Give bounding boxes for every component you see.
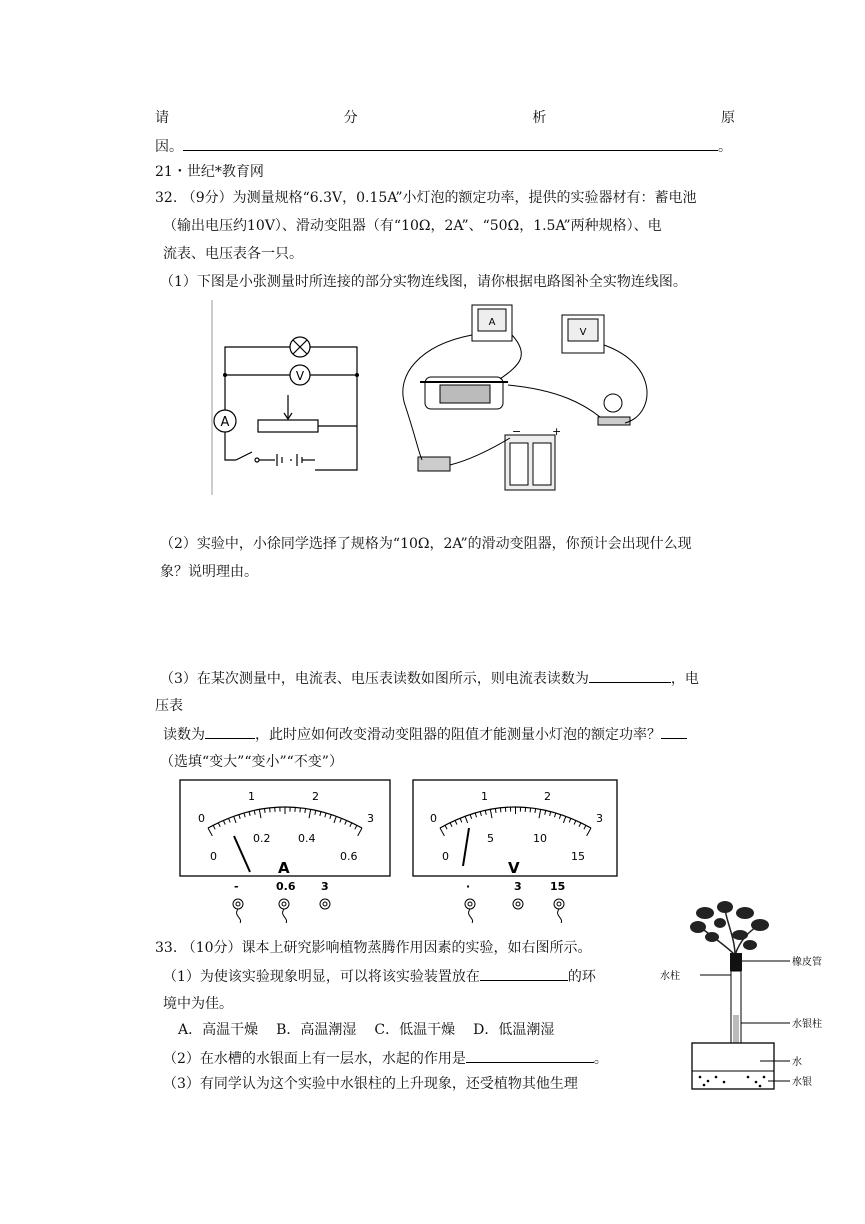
ammeter-top-0: 0	[198, 812, 205, 825]
scale-tick	[305, 808, 306, 812]
q31-answer-blank[interactable]	[183, 136, 718, 151]
q33-part1a-line	[163, 966, 613, 987]
voltmeter-device-label: V	[579, 327, 587, 338]
watermark: 21・世纪*教育网	[155, 164, 264, 180]
voltmeter-top-2: 2	[544, 790, 551, 803]
ammeter-bottom-2: 0.4	[298, 832, 316, 845]
label-rubber-tube: 橡皮管	[792, 957, 822, 968]
q33-part1b: 境中为佳。	[163, 996, 233, 1012]
q33-part1a-end: 的环	[567, 969, 596, 985]
scale-tick	[535, 808, 536, 812]
voltmeter-bottom-2: 10	[533, 832, 547, 845]
voltmeter-reading-blank[interactable]	[205, 724, 255, 739]
ammeter-top-2: 2	[312, 790, 319, 803]
q33-part3: （3）有同学认为这个实验中水银柱的上升现象，还受植物其他生理	[163, 1076, 578, 1092]
voltmeter-terminal-15: 15	[550, 880, 566, 893]
bulb-device	[604, 394, 622, 412]
schematic-voltmeter-label: V	[295, 369, 305, 383]
q32-part3b: 压表	[155, 698, 183, 714]
label-water: 水	[792, 1057, 802, 1068]
voltmeter-top-3: 3	[596, 812, 603, 825]
ammeter-terminal-minus: -	[234, 880, 239, 893]
q31-line1	[155, 108, 735, 128]
q33-part2: （2）在水槽的水银面上有一层水，水起的作用是	[163, 1051, 466, 1067]
ammeter-bottom-0: 0	[210, 850, 217, 863]
q31-line2-start: 因。	[155, 139, 183, 155]
q33-option-d[interactable]: D．低温潮湿	[473, 1022, 555, 1038]
voltmeter-bottom-1: 5	[487, 832, 494, 845]
battery-minus: −	[512, 425, 522, 438]
plant-figure	[650, 895, 855, 1110]
ammeter-reading-blank[interactable]	[589, 668, 671, 683]
q33-part2-end: 。	[593, 1051, 608, 1067]
label-mercury: 水银	[792, 1077, 812, 1088]
apparatus	[418, 305, 630, 490]
q31-char: 分	[343, 110, 358, 126]
q32-header2: （输出电压约10V）、滑动变阻器（有“10Ω，2A”、“50Ω，1.5A”两种规格）、电	[163, 218, 662, 234]
q33-part1-blank[interactable]	[480, 966, 568, 981]
voltmeter-top-0: 0	[430, 812, 437, 825]
q32-header3: 流表、电压表各一只。	[163, 246, 303, 262]
q32-part3a-line	[160, 668, 740, 689]
rubber-tube	[730, 953, 742, 971]
circuit-schematic	[225, 337, 357, 470]
voltmeter-terminal-minus: ·	[466, 880, 471, 893]
rheostat-change-blank[interactable]	[661, 724, 687, 739]
q32-part1: （1）下图是小张测量时所连接的部分实物连线图，请你根据电路图补全实物连线图。	[160, 274, 687, 290]
voltmeter-unit: V	[508, 859, 520, 877]
ammeter-top-1: 1	[248, 790, 255, 803]
q31-char: 请	[155, 110, 169, 126]
voltmeter-terminal-3: 3	[514, 880, 522, 893]
q32-header: 32. （9分）为测量规格“6.3V，0.15A”小灯泡的额定功率，提供的实验器材有：蓄电池	[155, 190, 697, 206]
ammeter-bottom-1: 0.2	[253, 832, 271, 845]
q32-part2a: （2）实验中，小徐同学选择了规格为“10Ω，2A”的滑动变阻器，你预计会出现什么现	[160, 536, 692, 552]
q33-options	[178, 1020, 618, 1040]
q33-option-a[interactable]: A．高温干燥	[178, 1022, 259, 1038]
switch-device	[418, 457, 450, 471]
meters-figure	[178, 778, 628, 923]
q31-line2	[155, 136, 735, 157]
schematic-ammeter-label: A	[220, 415, 230, 430]
label-mercury-column: 水银柱	[792, 1019, 822, 1030]
q32-part3c-line	[163, 724, 743, 745]
voltmeter-top-1: 1	[481, 790, 488, 803]
q31-char: 析	[532, 110, 547, 126]
battery-plus: +	[552, 425, 562, 438]
q31-line2-end: 。	[718, 139, 732, 155]
q32-part2b: 象？说明理由。	[160, 564, 258, 580]
circuit-figure	[200, 295, 670, 500]
q33-part2-line	[163, 1048, 623, 1069]
q33-part1a: （1）为使该实验现象明显，可以将该实验装置放在	[163, 969, 480, 985]
q33-option-c[interactable]: C．低温干燥	[374, 1022, 456, 1038]
scale-tick	[495, 808, 496, 812]
q32-part3a: （3）在某次测量中，电流表、电压表读数如图所示，则电流表读数为	[160, 671, 589, 687]
ammeter-device-label: A	[488, 317, 496, 328]
q32-part3c1: 读数为	[163, 727, 205, 743]
q33-header: 33. （10分）课本上研究影响植物蒸腾作用因素的实验，如右图所示。	[155, 940, 592, 956]
ammeter-terminal-06: 0.6	[276, 880, 296, 893]
voltmeter-bottom-3: 15	[571, 850, 585, 863]
q32-part3d: （选填“变大”“变小”“不变”）	[160, 754, 343, 770]
q31-char: 原	[720, 110, 735, 126]
ammeter-terminal-3: 3	[321, 880, 329, 893]
q33-option-b[interactable]: B．高温潮湿	[276, 1022, 357, 1038]
q33-part2-blank[interactable]	[466, 1048, 594, 1063]
ammeter-bottom-3: 0.6	[340, 850, 358, 863]
q32-part3c2: ，此时应如何改变滑动变阻器的阻值才能测量小灯泡的额定功率？	[255, 727, 661, 743]
water-tank	[692, 1043, 774, 1089]
scale-tick	[264, 808, 265, 812]
label-water-column: 水柱	[660, 971, 680, 982]
voltmeter-bottom-0: 0	[442, 850, 449, 863]
ammeter-unit: A	[278, 859, 290, 877]
q32-part3a-end: ，电	[670, 671, 699, 687]
ammeter-top-3: 3	[367, 812, 374, 825]
